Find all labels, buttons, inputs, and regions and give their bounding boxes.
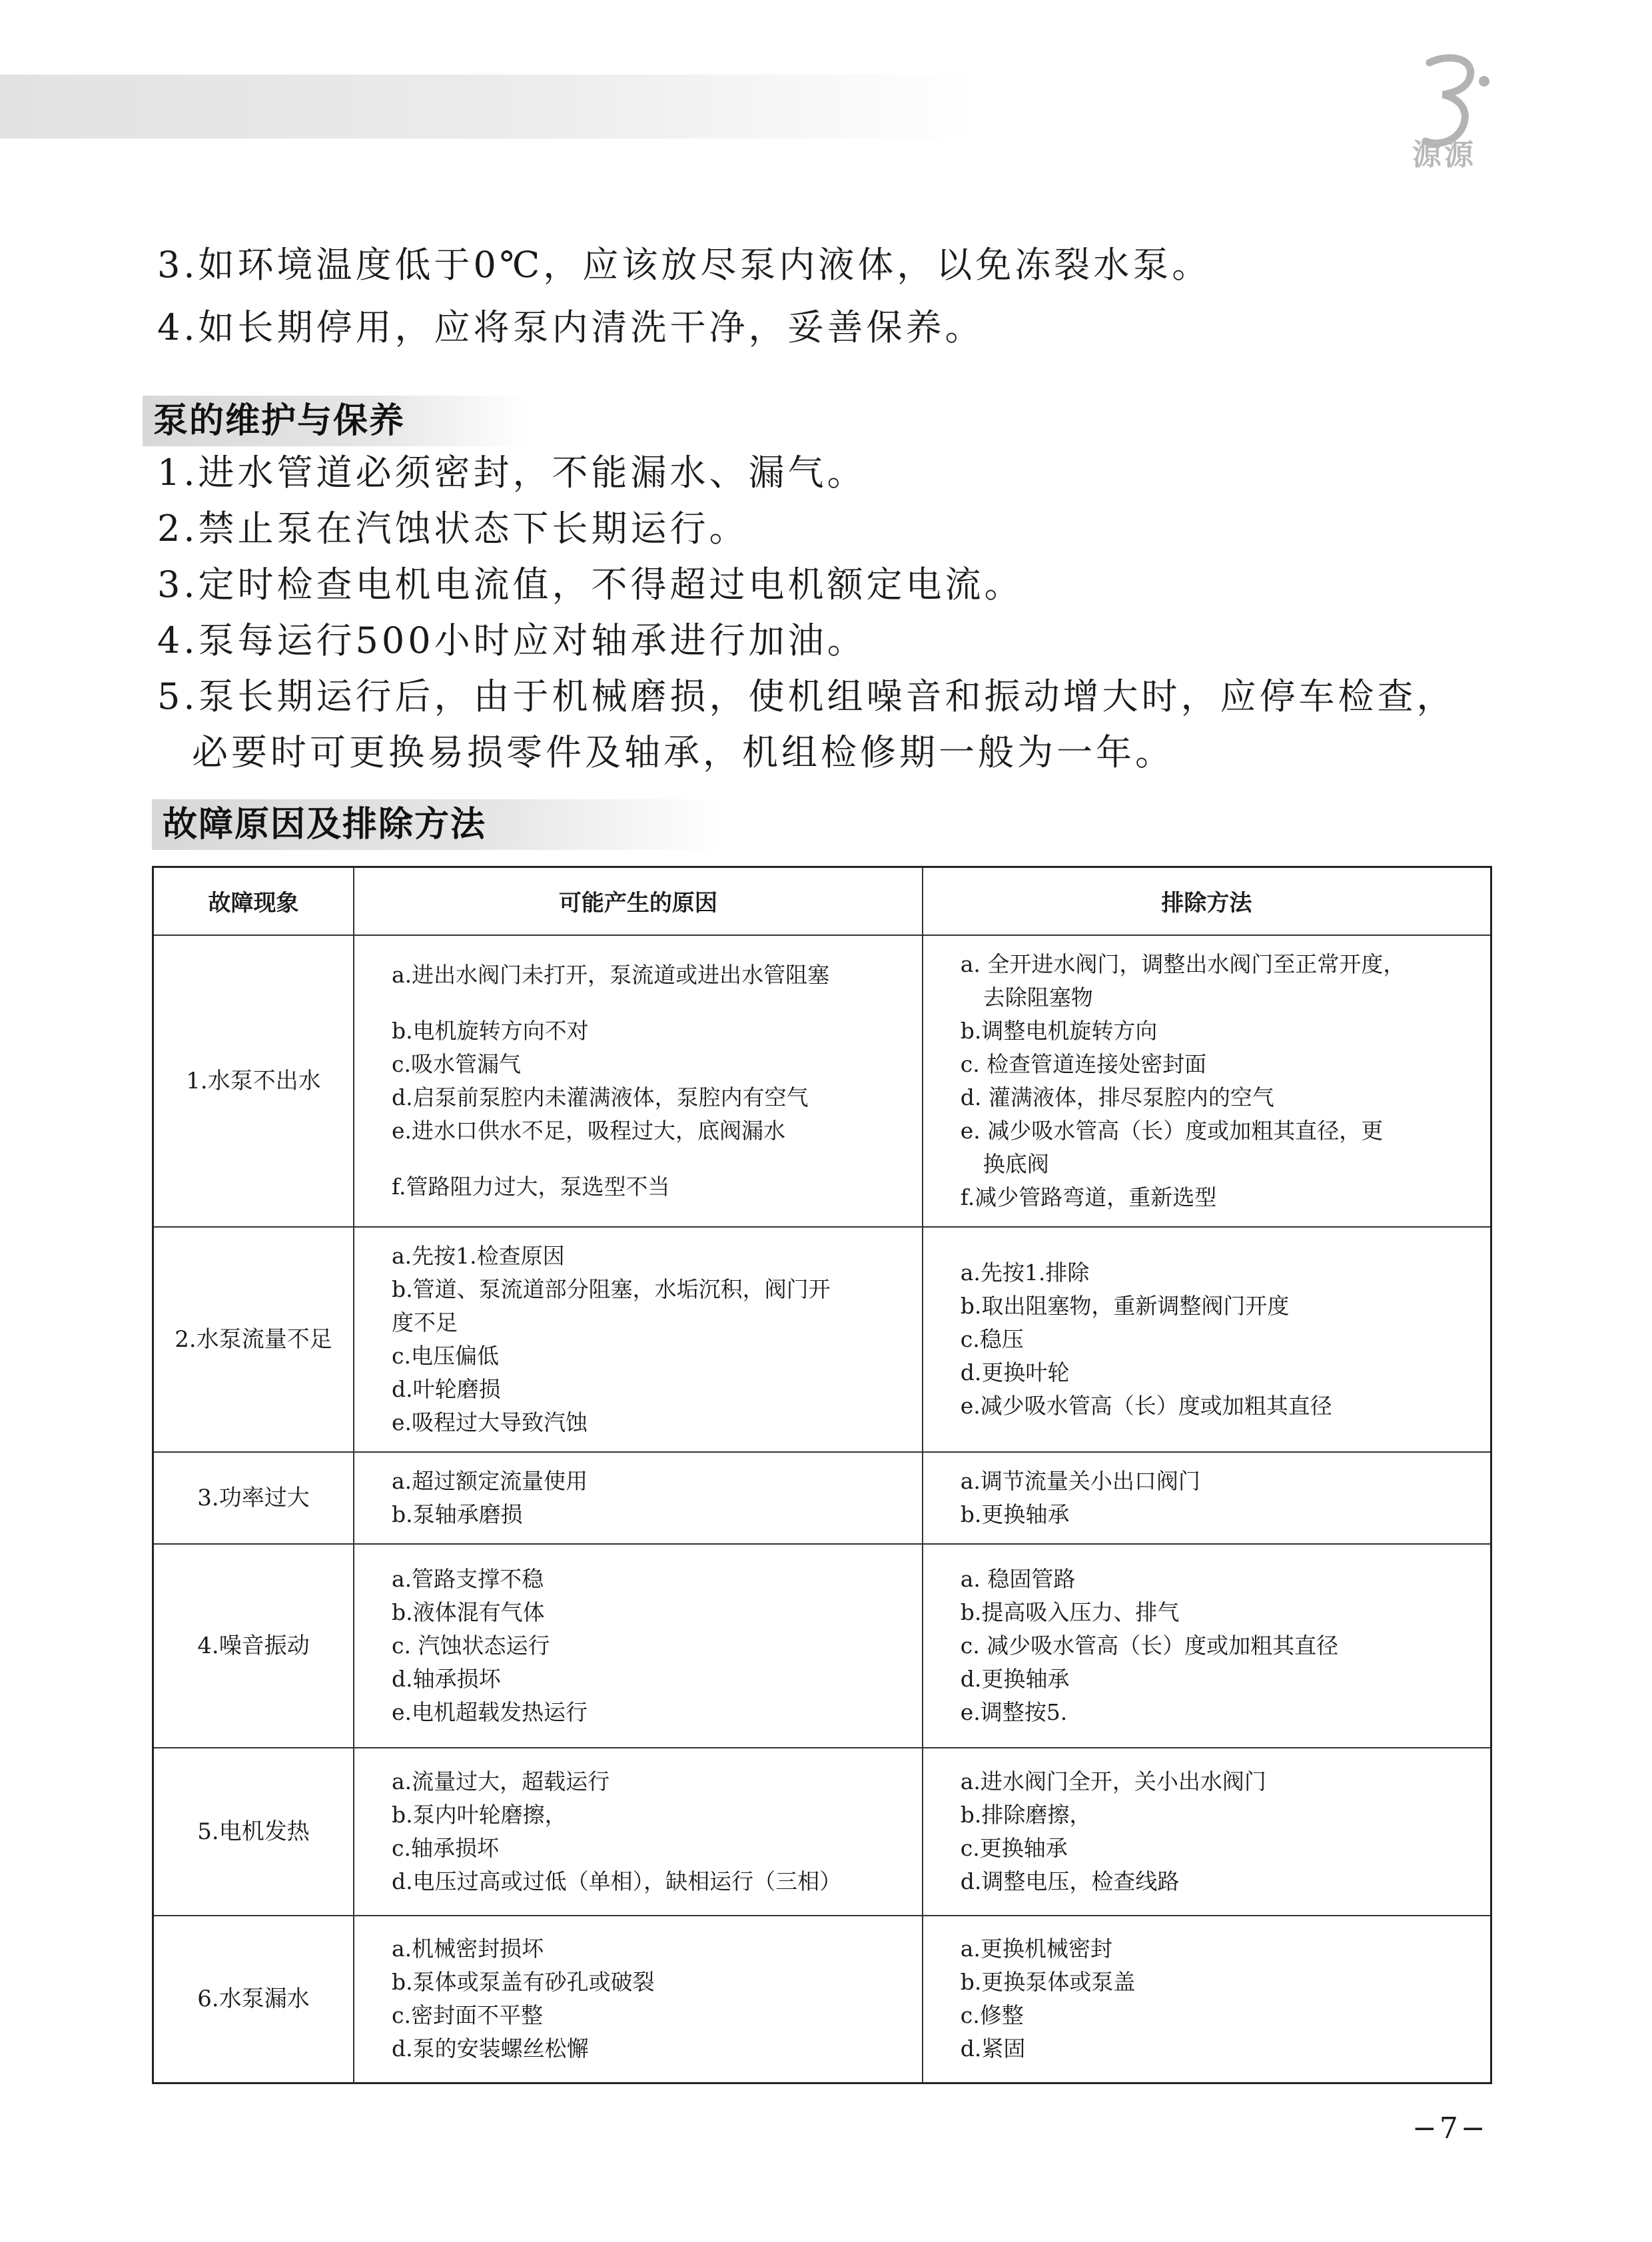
symptom-cell: 1.水泵不出水 [153,935,354,1227]
table-row [153,1227,1491,1452]
maintenance-item: 2.禁止泵在汽蚀状态下长期运行。 [157,508,749,550]
maintenance-item-continued: 必要时可更换易损零件及轴承，机组检修期一般为一年。 [192,731,1174,773]
header-causes: 可能产生的原因 [354,867,923,935]
cause-item: b.电机旋转方向不对 [392,1017,589,1044]
maintenance-item: 1.进水管道必须密封，不能漏水、漏气。 [157,452,867,494]
table-row [153,1748,1491,1916]
header-band [0,75,979,139]
remedies-cell [923,1748,1491,1916]
table-header-row [153,867,1491,935]
cause-item: e.电机超载发热运行 [392,1698,588,1725]
remedy-item: a. 稳固管路 [960,1565,1076,1592]
table-row [153,1452,1491,1544]
cause-item: a.机械密封损坏 [392,1936,544,1962]
remedy-item: c.稳压 [960,1325,1024,1352]
remedy-item: a.先按1.排除 [960,1259,1090,1286]
remedy-item: e.减少吸水管高（长）度或加粗其直径 [960,1392,1332,1419]
remedy-item: b.取出阻塞物，重新调整阀门开度 [960,1292,1290,1319]
causes-cell [354,1748,923,1916]
causes-cell [354,1544,923,1748]
symptom-cell: 5.电机发热 [153,1748,354,1916]
remedy-item: a.调节流量关小出口阀门 [960,1467,1200,1494]
remedy-item: c.修整 [960,2002,1024,2029]
table-row [153,1544,1491,1748]
cause-item: d.叶轮磨损 [392,1375,501,1402]
remedy-item: 去除阻塞物 [983,984,1093,1010]
remedy-item: d. 灌满液体，排尽泵腔内的空气 [960,1084,1274,1110]
remedy-item: f.减少管路弯道，重新选型 [960,1184,1217,1210]
remedy-item: b.更换泵体或泵盖 [960,1969,1136,1996]
symptom-cell: 6.水泵漏水 [153,1916,354,2083]
remedy-item: e.调整按5. [960,1698,1068,1725]
remedy-item: d.更换轴承 [960,1665,1070,1692]
cause-item: c.轴承损坏 [392,1834,499,1861]
header-symptom: 故障现象 [153,867,354,935]
cause-item: d.泵的安装螺丝松懈 [392,2036,589,2062]
cause-item: a.先按1.检查原因 [392,1242,565,1269]
cause-item: b.管道、泵流道部分阻塞，水垢沉积，阀门开 [392,1276,831,1302]
cause-item: 度不足 [392,1309,458,1335]
maintenance-item: 5.泵长期运行后，由于机械磨损，使机组噪音和振动增大时，应停车检查， [157,675,1456,717]
cause-item: d.电压过高或过低（单相），缺相运行（三相） [392,1868,842,1894]
remedies-cell [923,1227,1491,1452]
maintenance-item: 3.定时检查电机电流值，不得超过电机额定电流。 [157,563,1024,605]
header-remedies: 排除方法 [923,867,1491,935]
remedy-item: b.更换轴承 [960,1501,1070,1527]
brand-name: 源源 [1412,138,1476,172]
remedy-item: d.调整电压，检查线路 [960,1868,1180,1894]
remedy-item: e. 减少吸水管高（长）度或加粗其直径，更 [960,1117,1384,1144]
symptom-cell: 4.噪音振动 [153,1544,354,1748]
page-number: −7− [1412,2111,1488,2145]
causes-cell [354,1452,923,1544]
cause-item: a.超过额定流量使用 [392,1467,588,1494]
cause-item: b.泵内叶轮磨擦， [392,1801,567,1828]
cause-item: c. 汽蚀状态运行 [392,1632,550,1659]
remedies-cell [923,1544,1491,1748]
remedy-item: c. 检查管道连接处密封面 [960,1050,1207,1077]
table-row [153,1916,1491,2083]
intro-line-4: 4.如长期停用，应将泵内清洗干净，妥善保养。 [157,306,985,348]
remedies-cell [923,935,1491,1227]
symptom-cell: 2.水泵流量不足 [153,1227,354,1452]
cause-item: e.吸程过大导致汽蚀 [392,1409,588,1435]
remedy-item: a.更换机械密封 [960,1936,1112,1962]
faults-title: 故障原因及排除方法 [152,799,725,850]
intro-line-3: 3.如环境温度低于0℃，应该放尽泵内液体，以免冻裂水泵。 [157,244,1212,286]
cause-item: d.启泵前泵腔内未灌满液体，泵腔内有空气 [392,1084,809,1110]
remedy-item: d.紧固 [960,2036,1026,2062]
remedies-cell [923,1916,1491,2083]
cause-item: c.吸水管漏气 [392,1050,521,1077]
causes-cell [354,935,923,1227]
cause-item: a.流量过大，超载运行 [392,1768,610,1794]
remedy-item: b.提高吸入压力、排气 [960,1599,1180,1625]
table-row [153,935,1491,1227]
symptom-cell: 3.功率过大 [153,1452,354,1544]
causes-cell [354,1916,923,2083]
cause-item: b.泵轴承磨损 [392,1501,523,1527]
causes-cell [354,1227,923,1452]
remedy-item: b.调整电机旋转方向 [960,1017,1158,1044]
fault-table [152,866,1492,2084]
remedy-item: a. 全开进水阀门，调整出水阀门至正常开度， [960,950,1406,977]
remedy-item: a.进水阀门全开，关小出水阀门 [960,1768,1266,1794]
cause-item: a.进出水阀门未打开，泵流道或进出水管阻塞 [392,961,830,988]
remedy-item: d.更换叶轮 [960,1359,1070,1385]
cause-item: e.进水口供水不足，吸程过大，底阀漏水 [392,1117,786,1144]
cause-item: f.管路阻力过大，泵选型不当 [392,1173,670,1200]
remedy-item: c.更换轴承 [960,1834,1068,1861]
cause-item: c.电压偏低 [392,1342,499,1369]
cause-item: a.管路支撑不稳 [392,1565,544,1592]
remedies-cell [923,1452,1491,1544]
cause-item: b.泵体或泵盖有砂孔或破裂 [392,1969,655,1996]
cause-item: b.液体混有气体 [392,1599,545,1625]
remedy-item: c. 减少吸水管高（长）度或加粗其直径 [960,1632,1339,1659]
remedy-item: 换底阀 [983,1150,1049,1177]
cause-item: d.轴承损坏 [392,1665,501,1692]
remedy-item: b.排除磨擦， [960,1801,1092,1828]
cause-item: c.密封面不平整 [392,2002,543,2029]
maintenance-title: 泵的维护与保养 [143,396,529,446]
maintenance-item: 4.泵每运行500小时应对轴承进行加油。 [157,619,867,661]
